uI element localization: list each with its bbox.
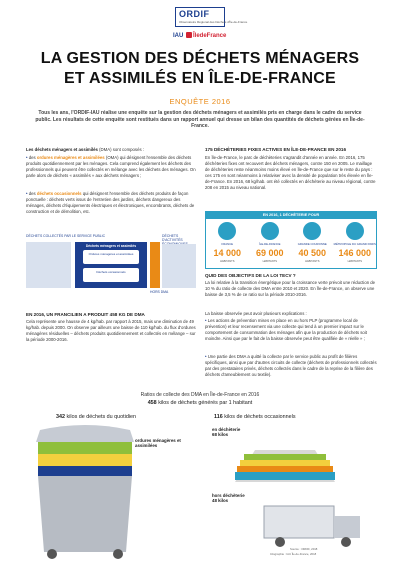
bin-label: ordures ménagères et assimilées (135, 438, 181, 449)
ordif-logo (175, 7, 248, 27)
dma-definition (26, 147, 196, 153)
ordif-logo-tagline: Observatoire Régional des Déchets d'Île-de-France (179, 20, 248, 24)
iau-logo: IAU (173, 33, 184, 39)
occasional-bullet-text: qui désignent l'ensemble des déchets produits de façon ponctuelle : déchets verts issus de l'entretien des jardins, déchets dangereux des ménages, déchets d'équipements électriques et électroniques, encombrants, déchets de construction et de démolition, etc. (26, 191, 195, 214)
occasional-bullet (26, 191, 196, 215)
stat-column (334, 221, 377, 268)
stats-banner: EN 2016, 1 DÉCHÈTERIE POUR (206, 212, 376, 219)
stat-value: 146 000 (338, 248, 372, 258)
bin-layer-green (38, 442, 132, 454)
stat-sub: HABITANTS (305, 260, 320, 263)
dma-definition-text: (DMA) sont composés : (99, 147, 145, 152)
occasional-bullet-lead: des (28, 191, 36, 196)
stat-region-icon (261, 222, 279, 240)
bin-layer-yellow (38, 454, 132, 466)
right-total (214, 414, 334, 420)
stat-label: FRANCE (221, 242, 233, 246)
stat-value: 69 000 (255, 248, 284, 258)
headline-text: kilos de déchets générés par 1 habitant (158, 400, 253, 406)
figure-photo-bins (26, 242, 71, 288)
figure-hors-dma-bar (150, 242, 160, 288)
stat-column (206, 221, 249, 268)
truck-wheel-rear (275, 537, 285, 547)
hors-decheterie-value: 48 kilos (212, 498, 229, 504)
truck-wheel-front (341, 537, 351, 547)
truck-illustration (262, 500, 367, 550)
pile-layer-green (244, 454, 326, 460)
page-title (20, 49, 380, 89)
figure-dma-title: Déchets ménagers et assimilés (85, 244, 137, 248)
stat-sub: HABITANTS (220, 260, 235, 263)
truck-container (264, 506, 334, 538)
headline-value: 458 (147, 400, 157, 406)
trash-bin-illustration (30, 420, 145, 560)
pile-layer-yellow (240, 460, 330, 466)
dma-composition-figure (26, 234, 196, 296)
source-line-1: Source : ORDIF, 2018 (290, 547, 318, 551)
stat-region-icon (346, 222, 364, 240)
region-logo-text: ÎledeFrance (193, 33, 227, 39)
section-heading-decheteries: 175 DÉCHÈTERIES FIXES ACTIVES EN ÎLE-DE-FRANCE EN 2016 (205, 147, 346, 152)
stat-sub: HABITANTS (347, 260, 362, 263)
section-text-decheteries: En Île-de-France, le parc de déchèteries s'agrandit d'année en année. En 2016, 175 déchèteries fixes ont recouvert des déchets ménagers, contre 150 en 2005. Le maillage de déchèteries reste néanmoins moins élevé en Île-de-France que sur le reste du pays : ces 175 en sont néanmoins à relativiser avec la densité de population très élevée en Île-de-France. En 2016, 68 kg/hab. ont été collectés en déchèterie au niveau régional, contre 208 en 2015 au niveau national. (205, 155, 376, 190)
section-text-explanations: La baisse observée peut avoir plusieurs explications : (205, 311, 307, 316)
region-logo-icon (186, 32, 192, 38)
title-line-2: ET ASSIMILÉS EN ÎLE-DE-FRANCE (64, 70, 336, 87)
stat-column (249, 221, 292, 268)
page-subtitle: ENQUÊTE 2016 (169, 97, 231, 106)
oma-bullet (26, 155, 196, 179)
stat-label: GRANDE COURONNE (297, 242, 327, 246)
stat-region-icon (218, 222, 236, 240)
stats-row (206, 221, 376, 268)
section-heading-458kg: EN 2016, UN FRANCILIEN A PRODUIT 458 KG DE DMA (26, 312, 145, 317)
bin-lid (36, 425, 134, 442)
decheterie-pile (230, 446, 340, 486)
stat-label: MÉTROPOLE DU GRAND PARIS (333, 242, 376, 246)
section-heading-tecv: QUID DES OBJECTIFS DE LA LOI TECV ? (205, 273, 296, 278)
left-total-text: kilos de déchets du quotidien (66, 414, 137, 420)
stat-label: ÎLE-DE-FRANCE (259, 242, 281, 246)
stat-value: 40 500 (298, 248, 327, 258)
oma-bullet-term: ordures ménagères et assimilées (36, 155, 105, 160)
filieres-bullet: • Une partie des DMA a quitté la collecte par le service public au profit de filières spécifiques, ainsi que par d'autres circuits de collecte (déchets de professionnels collectés par des prestataires privés, déchets collectés dans le cadre de la reprise de la filière des déchets d'ameublement ou textile). (205, 354, 377, 378)
truck-cab (334, 516, 360, 538)
section-text-tecv: La loi relative à la transition énergétique pour la croissance verte prévoit une réduction de 10 % du ratio de collecte des DMA entre 2010 et 2020. En Île-de-France, on observe une baisse de 3,5 % de ce ratio sur la période 2010-2016. (205, 280, 376, 297)
region-logo (186, 32, 226, 39)
prevention-bullet: • Les actions de prévention mises en place en ou hors PLP (programme local de prévention) et leur recensement via une collecte qui tend à un premier impact sur le comportement de consommation des ménages afin que la production de déchets soit moindre. Ainsi que par le fait de la baisse observée peut être qualifiée de « réelle » ; (205, 318, 377, 342)
ordif-logo-text: ORDIF (179, 9, 210, 19)
title-line-1: LA GESTION DES DÉCHETS MÉNAGERS (40, 50, 360, 67)
bin-layer-blue (38, 466, 132, 476)
pile-layer-orange (237, 466, 333, 472)
decheterie-value: 68 kilos (212, 432, 229, 438)
pile-layer-teal (235, 472, 335, 480)
oma-bullet-text: (OMA) qui désignent l'ensemble des déchets produits quotidiennement par les ménages. Cela comprend également les déchets des professionnels qui peuvent être collectés en mélange avec les déchets des ménages. On parle alors de déchets « assimilés » aux déchets ménagers ; (26, 155, 196, 178)
intro-paragraph: Tous les ans, l'ORDIF-IAU réalise une enquête sur la gestion des déchets ménagers et assimilés pris en charge dans le cadre du service public. Les résultats de cette enquête sont restitués dans un rapport annuel qui dresse un bilan des quantités de déchets gérées en Île-de-France. (35, 110, 365, 130)
dma-definition-term: Les déchets ménagers et assimilés (26, 147, 98, 152)
oma-bullet-lead: des (28, 155, 36, 160)
stat-value: 14 000 (213, 248, 242, 258)
decheterie-label (212, 427, 272, 438)
figure-oma-box: Ordures ménagères et assimilées (83, 250, 139, 264)
right-total-text: kilos de déchets occasionnels (224, 414, 296, 420)
decheterie-stats-panel (205, 211, 377, 269)
figure-dma-box (75, 242, 147, 288)
left-total-value: 342 (56, 414, 65, 420)
infographic-headline (60, 400, 340, 406)
bin-wheel-right (113, 549, 123, 559)
section-text-458kg: Cela représente une hausse de 4 kg/hab. par rapport à 2015, mais une diminution de 49 kg/hab. depuis 2000. On observe par ailleurs une baisse de 110 kg/hab. du flux d'ordures ménagères résiduelles – déchets produits quotidiennement et collectés en mélange – sur la période 2000-2016. (26, 319, 196, 342)
figure-label-public-service: DÉCHETS COLLECTÉS PAR LE SERVICE PUBLIC (26, 234, 106, 238)
occasional-bullet-term: déchets occasionnels (36, 191, 82, 196)
figure-hors-dma-label: HORS DMA (150, 290, 169, 294)
figure-label-economic: DÉCHETS D'ACTIVITÉS (162, 234, 183, 242)
figure-photo-truck (162, 244, 196, 288)
hors-decheterie-label-text: hors déchèterie (212, 493, 245, 498)
right-total-value: 116 (214, 414, 223, 420)
figure-occasional-box: Déchets occasionnels (83, 268, 139, 282)
decheterie-label-text: en déchèterie (212, 427, 241, 432)
source-line-2: Infographie : IAU Île-de-France, 2018 (270, 552, 317, 556)
bin-wheel-left (47, 549, 57, 559)
infographic-title: Ratios de collecte des DMA en Île-de-France en 2016 (140, 392, 260, 398)
stat-column (291, 221, 334, 268)
stat-sub: HABITANTS (262, 260, 277, 263)
stat-region-icon (303, 222, 321, 240)
bin-body (38, 476, 132, 552)
